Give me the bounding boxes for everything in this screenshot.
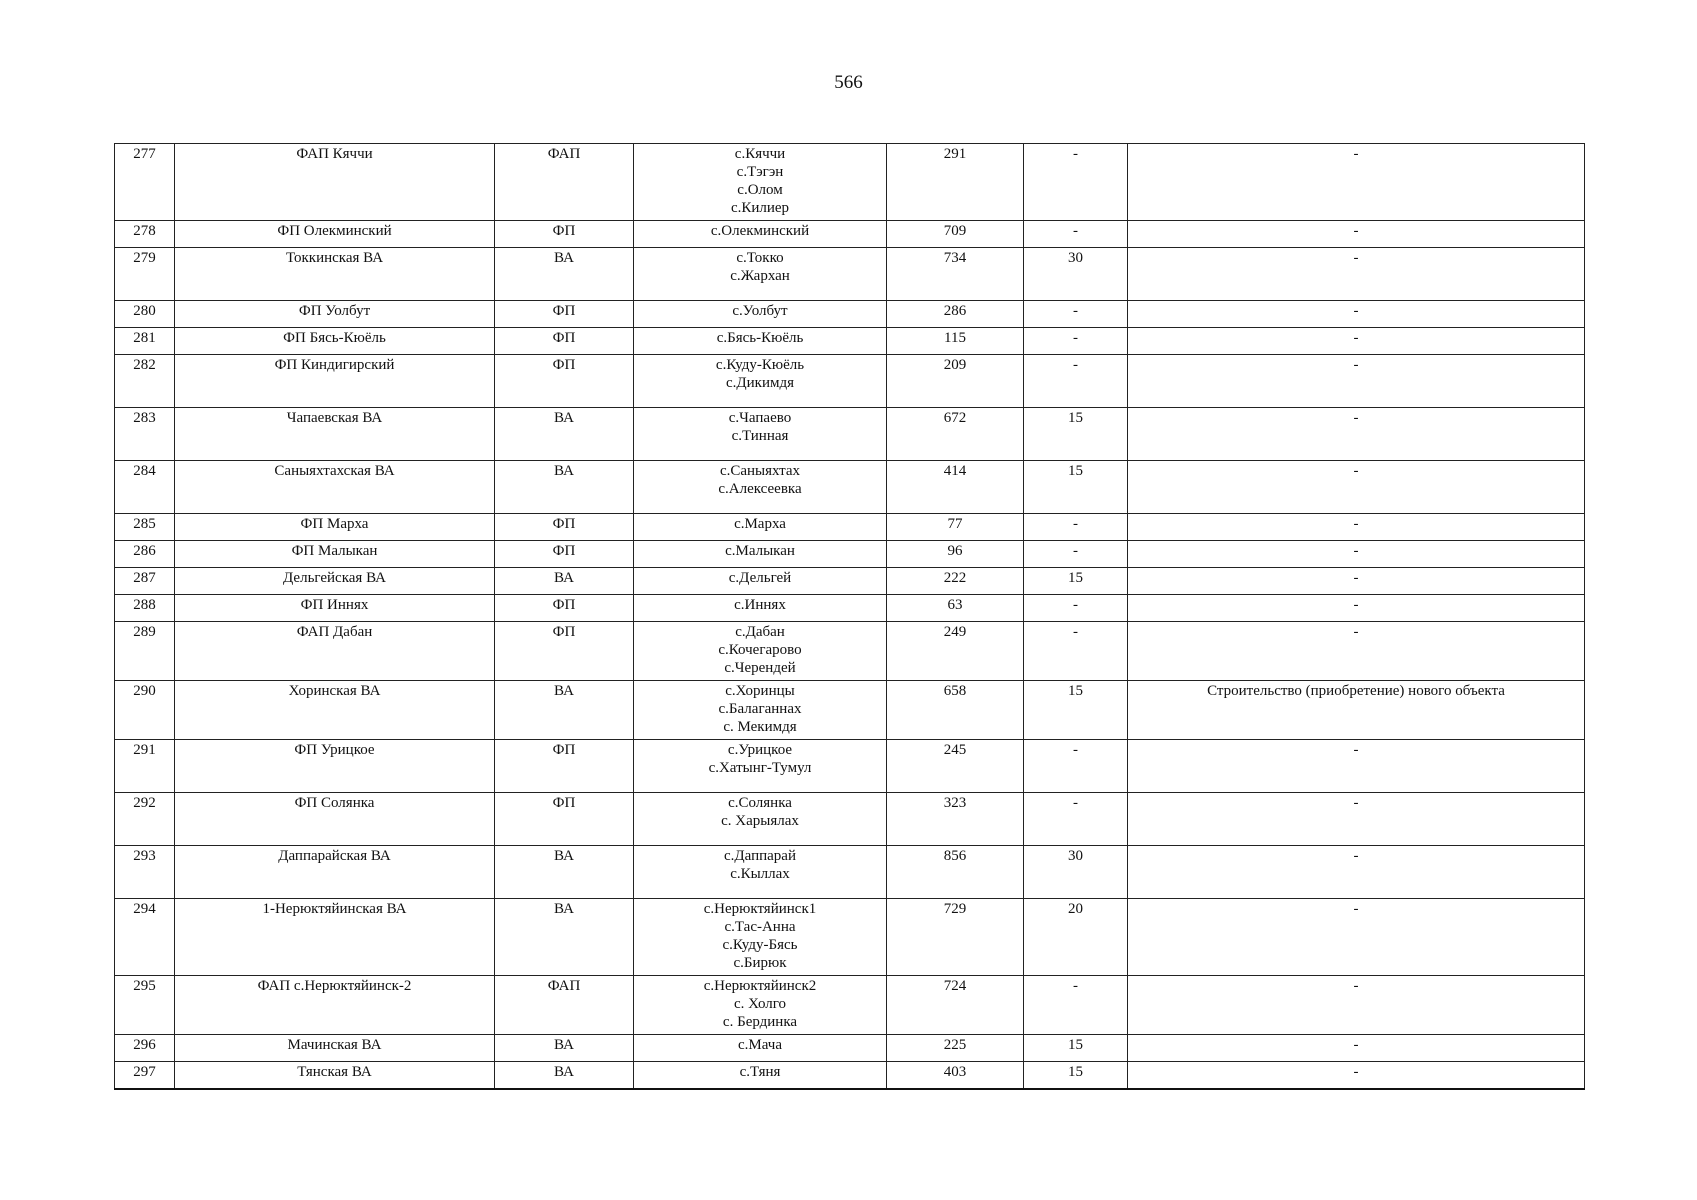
population-cell: 729 [887,899,1024,976]
table-row [115,622,1585,681]
row-number-cell: 290 [115,681,175,740]
location-item: с.Олекминский [710,223,810,239]
row-number-cell: 284 [115,461,175,514]
table-row [115,568,1585,595]
facility-type-cell: ВА [495,681,634,740]
locations-cell [634,899,887,976]
locations-cell [634,355,887,408]
table-row [115,899,1585,976]
row-number-cell: 296 [115,1035,175,1062]
note-cell: - [1128,144,1585,221]
facility-type-cell: ВА [495,568,634,595]
facility-type-cell: ФП [495,740,634,793]
facility-name-cell: 1-Нерюктяйинская ВА [175,899,495,976]
facility-type-cell: ФП [495,793,634,846]
note-cell: - [1128,514,1585,541]
row-number-cell: 295 [115,976,175,1035]
facility-type-cell: ФП [495,595,634,622]
locations-cell [634,144,887,221]
location-item: с.Куду-Бясь [722,937,798,953]
population-cell: 291 [887,144,1024,221]
facility-name-cell: ФП Бясь-Кюёль [175,328,495,355]
location-item: с.Токко [736,250,784,266]
facility-type-cell: ФАП [495,976,634,1035]
note-cell: - [1128,221,1585,248]
note-cell: - [1128,976,1585,1035]
location-item: с.Дикимдя [725,375,794,391]
row-number-cell: 286 [115,541,175,568]
capacity-cell: 15 [1024,408,1128,461]
capacity-cell: 15 [1024,1035,1128,1062]
row-number-cell: 287 [115,568,175,595]
table-row [115,328,1585,355]
table-row [115,976,1585,1035]
population-cell: 96 [887,541,1024,568]
location-item: с.Саныяхтах [719,463,801,479]
locations-cell [634,408,887,461]
facility-type-cell: ВА [495,461,634,514]
table-body [115,144,1585,1089]
location-item: с.Тяня [739,1064,781,1080]
table-row [115,248,1585,301]
table-row [115,1035,1585,1062]
population-cell: 403 [887,1062,1024,1089]
location-item: с.Дабан [735,624,785,640]
locations-cell [634,1035,887,1062]
row-number-cell: 277 [115,144,175,221]
population-cell: 856 [887,846,1024,899]
location-item: с.Нерюктяйинск2 [703,978,817,994]
facility-table [114,143,1585,1090]
capacity-cell: 30 [1024,248,1128,301]
table-row [115,541,1585,568]
note-cell: - [1128,740,1585,793]
row-number-cell: 289 [115,622,175,681]
facility-name-cell: ФАП с.Нерюктяйинск-2 [175,976,495,1035]
row-number-cell: 292 [115,793,175,846]
locations-cell [634,328,887,355]
location-item: с.Тэгэн [736,164,784,180]
locations-cell [634,514,887,541]
capacity-cell: - [1024,328,1128,355]
capacity-cell: 15 [1024,568,1128,595]
location-item: с.Кыллах [730,866,790,882]
location-item: с. Холго [733,996,787,1012]
table-row [115,461,1585,514]
note-cell: - [1128,793,1585,846]
population-cell: 323 [887,793,1024,846]
locations-cell [634,221,887,248]
locations-cell [634,740,887,793]
capacity-cell: 15 [1024,1062,1128,1089]
location-item: с. Мекимдя [723,719,797,735]
row-number-cell: 288 [115,595,175,622]
capacity-cell: - [1024,793,1128,846]
population-cell: 222 [887,568,1024,595]
note-cell: - [1128,1035,1585,1062]
location-item: с.Солянка [728,795,792,811]
note-cell: - [1128,595,1585,622]
note-cell: - [1128,541,1585,568]
location-item: с. Харыялах [721,813,799,829]
table-row [115,355,1585,408]
table-row [115,221,1585,248]
population-cell: 115 [887,328,1024,355]
facility-type-cell: ВА [495,248,634,301]
facility-type-cell: ФП [495,328,634,355]
locations-cell [634,976,887,1035]
locations-cell [634,681,887,740]
capacity-cell: 15 [1024,461,1128,514]
note-cell: - [1128,846,1585,899]
facility-type-cell: ВА [495,846,634,899]
note-cell: - [1128,622,1585,681]
facility-name-cell: Токкинская ВА [175,248,495,301]
facility-name-cell: Чапаевская ВА [175,408,495,461]
location-item: с.Хоринцы [725,683,795,699]
location-item: с.Балаганнах [718,701,802,717]
location-item: с.Бирюк [733,955,787,971]
location-item: с.Уолбут [732,303,788,319]
location-item: с. Бердинка [722,1014,798,1030]
table-row [115,144,1585,221]
facility-name-cell: ФП Малыкан [175,541,495,568]
location-item: с.Малыкан [725,543,795,559]
facility-name-cell: Саныяхтахская ВА [175,461,495,514]
facility-type-cell: ФАП [495,144,634,221]
facility-name-cell: Тянская ВА [175,1062,495,1089]
facility-name-cell: ФП Урицкое [175,740,495,793]
capacity-cell: 30 [1024,846,1128,899]
facility-type-cell: ФП [495,301,634,328]
location-item: с.Алексеевка [718,481,802,497]
locations-cell [634,595,887,622]
capacity-cell: - [1024,976,1128,1035]
population-cell: 658 [887,681,1024,740]
facility-name-cell: Даппарайская ВА [175,846,495,899]
facility-name-cell: Хоринская ВА [175,681,495,740]
locations-cell [634,301,887,328]
location-item: с.Дельгей [728,570,792,586]
note-cell: - [1128,1062,1585,1089]
facility-name-cell: ФП Киндигирский [175,355,495,408]
facility-type-cell: ВА [495,1062,634,1089]
facility-name-cell: ФАП Кяччи [175,144,495,221]
table-row [115,514,1585,541]
population-cell: 225 [887,1035,1024,1062]
population-cell: 286 [887,301,1024,328]
facility-type-cell: ФП [495,355,634,408]
location-item: с.Мача [737,1037,782,1053]
population-cell: 734 [887,248,1024,301]
row-number-cell: 297 [115,1062,175,1089]
locations-cell [634,846,887,899]
location-item: с.Тас-Анна [724,919,796,935]
location-item: с.Олом [737,182,783,198]
population-cell: 77 [887,514,1024,541]
page-number: 566 [834,72,863,93]
row-number-cell: 293 [115,846,175,899]
location-item: с.Чапаево [728,410,792,426]
facility-type-cell: ВА [495,1035,634,1062]
location-item: с.Тинная [731,428,789,444]
table-row [115,1062,1585,1089]
location-item: с.Иннях [734,597,786,613]
note-cell: - [1128,328,1585,355]
locations-cell [634,1062,887,1089]
capacity-cell: - [1024,595,1128,622]
row-number-cell: 279 [115,248,175,301]
facility-type-cell: ФП [495,514,634,541]
table-row [115,846,1585,899]
capacity-cell: - [1024,221,1128,248]
locations-cell [634,248,887,301]
location-item: с.Бясь-Кюёль [716,330,804,346]
capacity-cell: 20 [1024,899,1128,976]
table-row [115,408,1585,461]
location-item: с.Даппарай [724,848,796,864]
note-cell: - [1128,568,1585,595]
location-item: с.Кочегарово [718,642,802,658]
row-number-cell: 294 [115,899,175,976]
location-item: с.Кяччи [734,146,786,162]
note-cell: - [1128,355,1585,408]
location-item: с.Хатынг-Тумул [708,760,812,776]
facility-name-cell: ФП Уолбут [175,301,495,328]
row-number-cell: 285 [115,514,175,541]
row-number-cell: 281 [115,328,175,355]
capacity-cell: - [1024,355,1128,408]
location-item: с.Жархан [730,268,790,284]
capacity-cell: 15 [1024,681,1128,740]
table-row [115,301,1585,328]
population-cell: 709 [887,221,1024,248]
note-cell: - [1128,899,1585,976]
location-item: с.Нерюктяйинск1 [703,901,817,917]
population-cell: 245 [887,740,1024,793]
capacity-cell: - [1024,514,1128,541]
facility-type-cell: ВА [495,899,634,976]
facility-name-cell: Дельгейская ВА [175,568,495,595]
population-cell: 209 [887,355,1024,408]
facility-type-cell: ВА [495,408,634,461]
capacity-cell: - [1024,541,1128,568]
capacity-cell: - [1024,740,1128,793]
facility-name-cell: ФП Солянка [175,793,495,846]
facility-name-cell: ФП Марха [175,514,495,541]
location-item: с.Куду-Кюёль [715,357,805,373]
location-item: с.Черендей [724,660,796,676]
population-cell: 414 [887,461,1024,514]
population-cell: 672 [887,408,1024,461]
capacity-cell: - [1024,622,1128,681]
locations-cell [634,568,887,595]
row-number-cell: 291 [115,740,175,793]
table-row [115,595,1585,622]
facility-name-cell: Мачинская ВА [175,1035,495,1062]
population-cell: 63 [887,595,1024,622]
note-cell: - [1128,461,1585,514]
table-row [115,681,1585,740]
capacity-cell: - [1024,144,1128,221]
facility-type-cell: ФП [495,221,634,248]
location-item: с.Килиер [730,200,790,216]
facility-name-cell: ФП Иннях [175,595,495,622]
table-row [115,793,1585,846]
row-number-cell: 280 [115,301,175,328]
row-number-cell: 283 [115,408,175,461]
row-number-cell: 282 [115,355,175,408]
note-cell: Строительство (приобретение) нового объекта [1128,681,1585,740]
note-cell: - [1128,408,1585,461]
facility-name-cell: ФП Олекминский [175,221,495,248]
row-number-cell: 278 [115,221,175,248]
location-item: с.Урицкое [727,742,793,758]
facility-type-cell: ФП [495,541,634,568]
note-cell: - [1128,248,1585,301]
table-row [115,740,1585,793]
location-item: с.Марха [734,516,786,532]
facility-type-cell: ФП [495,622,634,681]
note-cell: - [1128,301,1585,328]
locations-cell [634,793,887,846]
facility-name-cell: ФАП Дабан [175,622,495,681]
locations-cell [634,461,887,514]
locations-cell [634,622,887,681]
locations-cell [634,541,887,568]
capacity-cell: - [1024,301,1128,328]
population-cell: 724 [887,976,1024,1035]
population-cell: 249 [887,622,1024,681]
